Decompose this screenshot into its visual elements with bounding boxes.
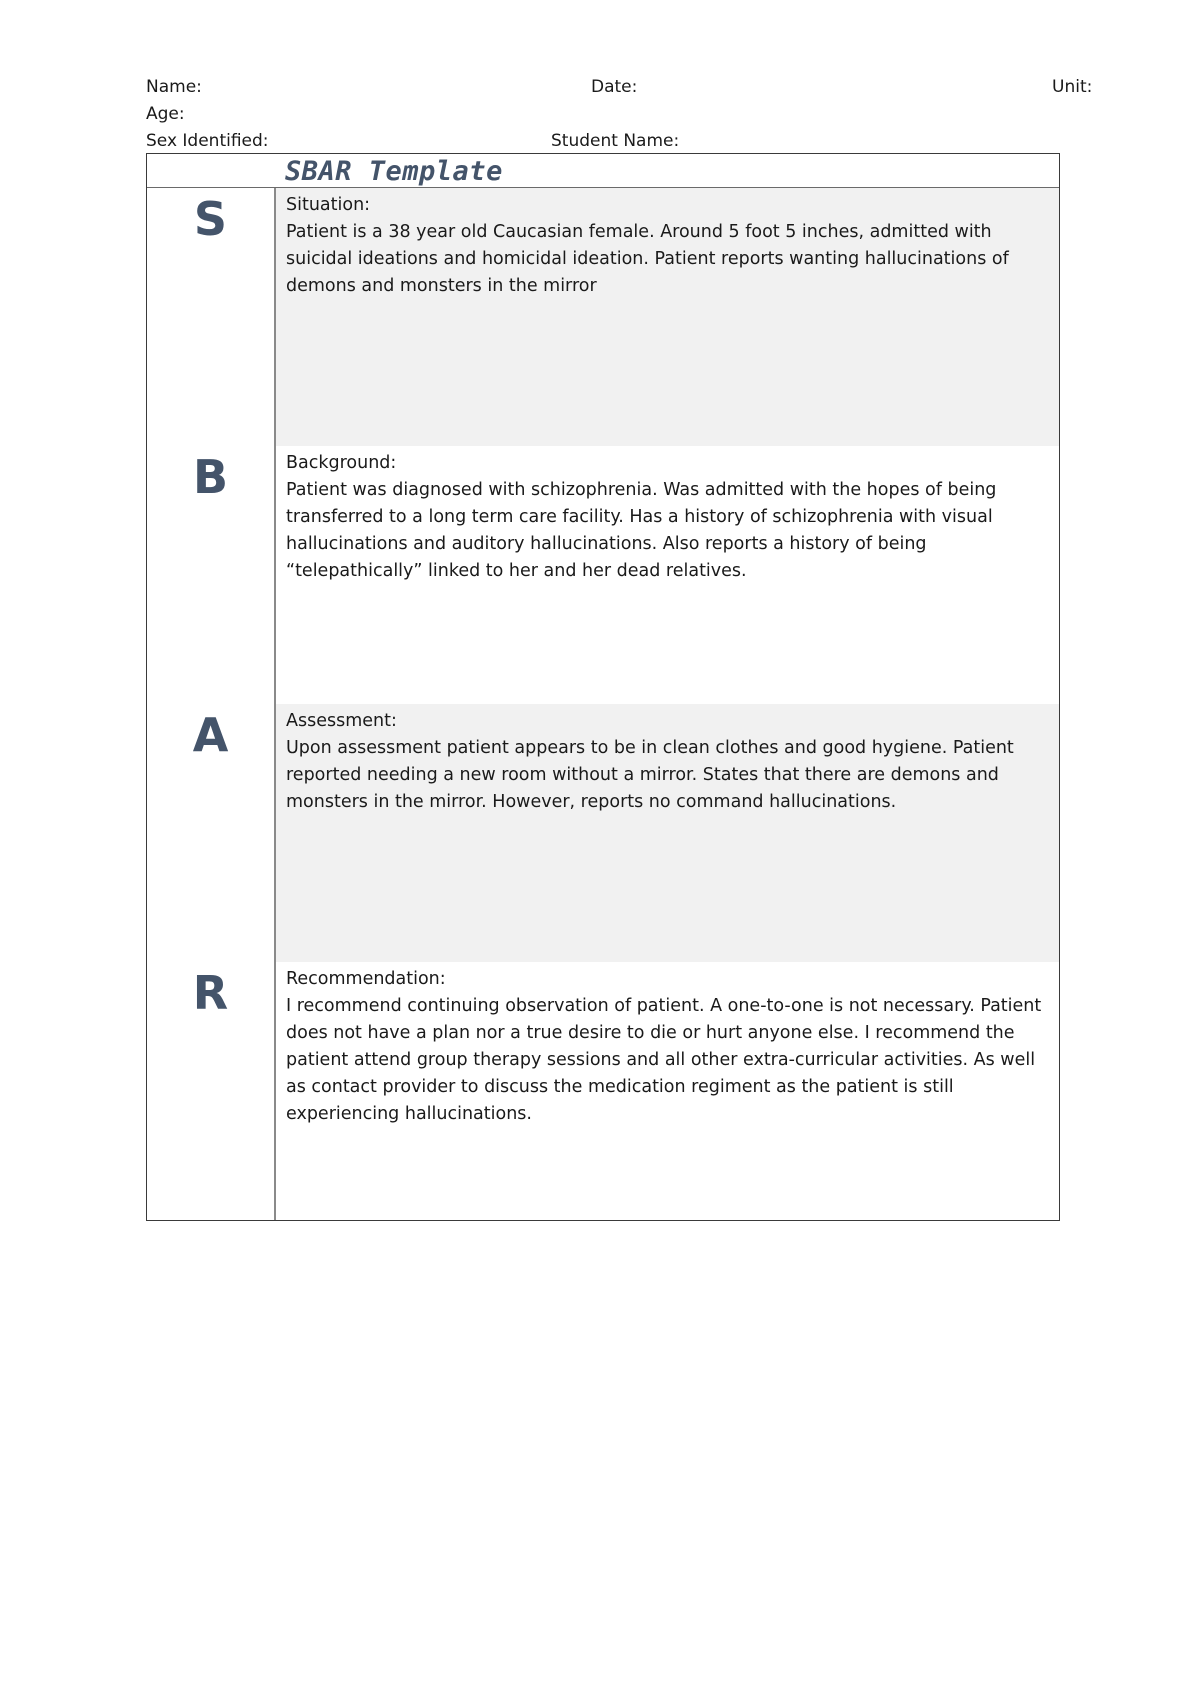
sbar-row-situation [147,188,1059,446]
row-content [286,450,1045,585]
header-sex-label: Sex Identified: [146,131,269,151]
row-heading: Assessment: [286,711,397,731]
column-divider [274,188,276,1220]
row-letter: A [192,708,229,762]
row-heading: Situation: [286,195,371,215]
row-body: Upon assessment patient appears to be in clean clothes and good hygiene. Patient reported needing a new room without a mirror. States that there are demons and monsters in the mirror. However, reports no command hallucinations. [286,738,1014,812]
row-letter: S [193,192,228,246]
header-name-label: Name: [146,77,202,97]
row-body: Patient is a 38 year old Caucasian female. Around 5 foot 5 inches, admitted with suicidal ideations and homicidal ideation. Patient reports wanting hallucinations of demons and monsters in the mirror [286,222,1009,296]
row-content [286,192,1045,300]
row-heading: Background: [286,453,397,473]
header-unit-label: Unit: [1052,77,1093,97]
row-letter: R [192,966,229,1020]
sbar-table [146,153,1060,1221]
row-heading: Recommendation: [286,969,446,989]
sbar-row-background [147,446,1059,704]
header-student-label: Student Name: [551,131,680,151]
title-row [147,154,1059,188]
row-content [286,966,1045,1128]
row-body: I recommend continuing observation of patient. A one-to-one is not necessary. Patient does not have a plan nor a true desire to die or hurt anyone else. I recommend the patient attend group therapy sessions and all other extra-curricular activities. As well as contact provider to discuss the medication regiment as the patient is still experiencing hallucinations. [286,996,1042,1124]
header-age-label: Age: [146,104,185,124]
row-letter: B [192,450,229,504]
header-date-label: Date: [591,77,638,97]
row-content [286,708,1045,816]
sbar-row-recommendation [147,962,1059,1220]
row-body: Patient was diagnosed with schizophrenia. Was admitted with the hopes of being transferred to a long term care facility. Has a history of schizophrenia with visual hallucinations and auditory hallucinations. Also reports a history of being “telepathically” linked to her and her dead relatives. [286,480,997,581]
table-title: SBAR Template [285,156,503,187]
sbar-row-assessment [147,704,1059,962]
